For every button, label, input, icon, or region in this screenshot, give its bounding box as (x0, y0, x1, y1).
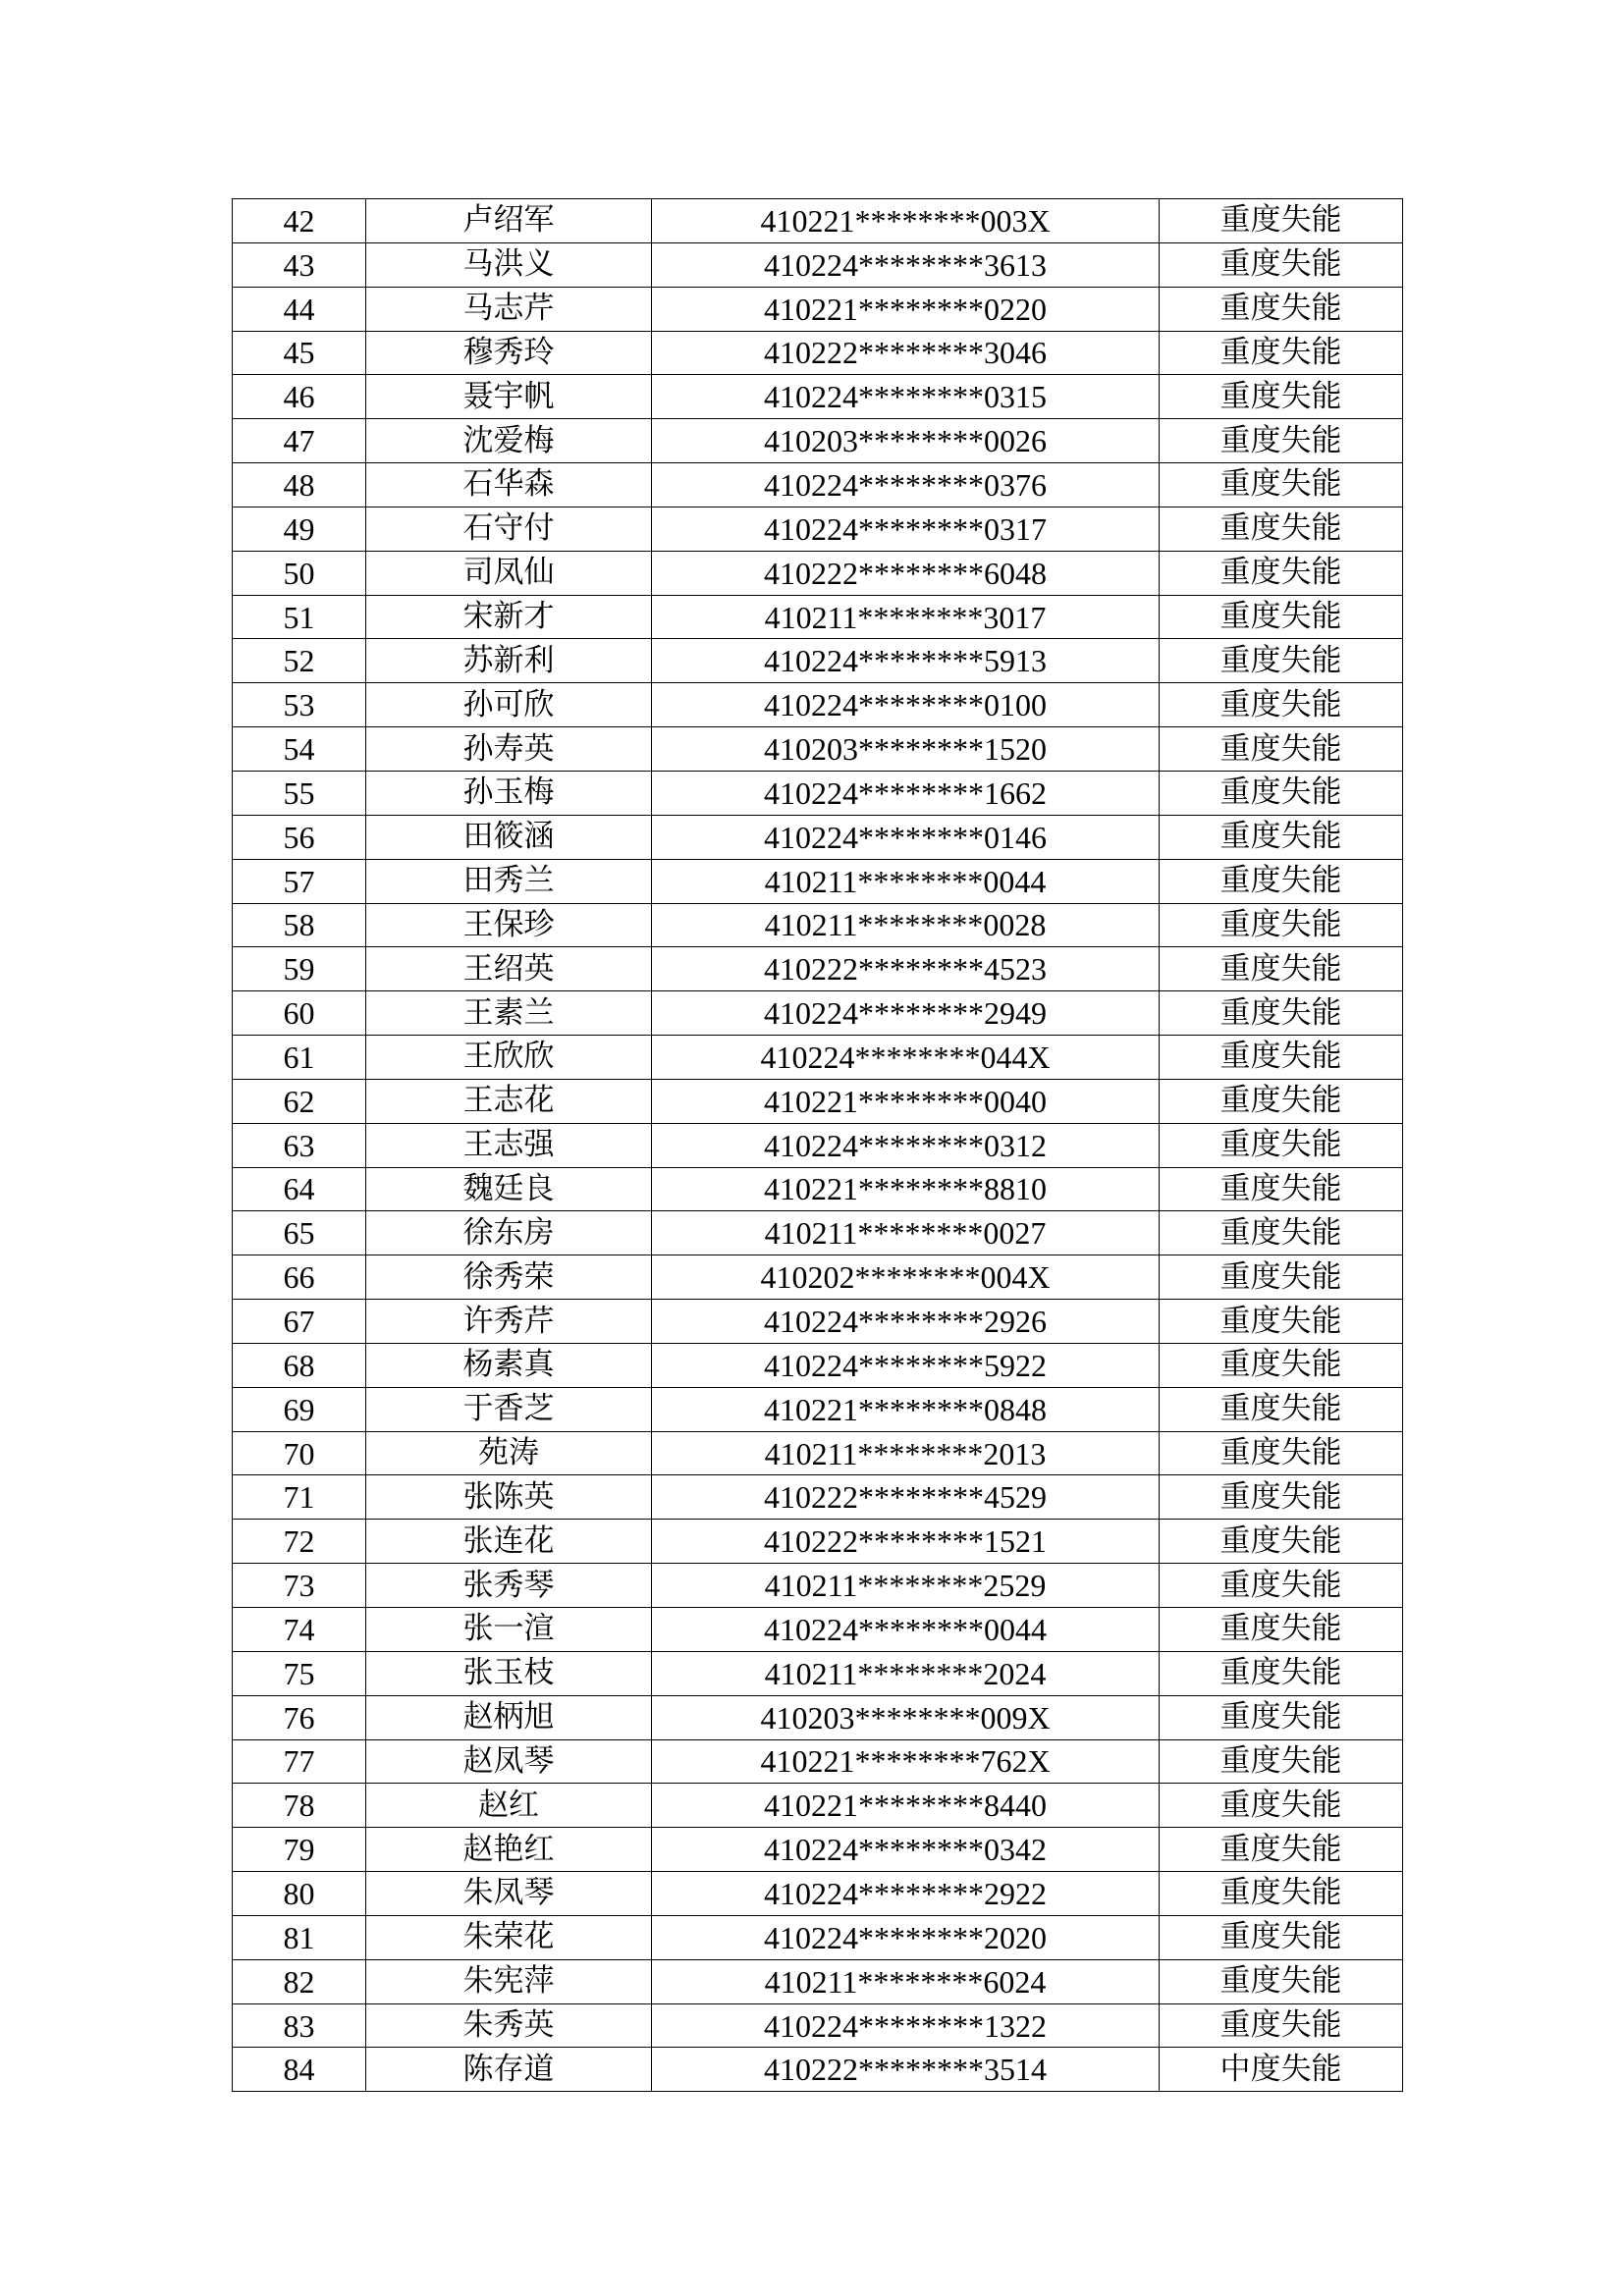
person-name-cell: 张一渲 (366, 1608, 652, 1652)
table-row (233, 683, 1403, 727)
row-number-cell: 65 (233, 1211, 366, 1255)
disability-level-cell: 重度失能 (1160, 1520, 1403, 1564)
person-name-cell: 赵凤琴 (366, 1739, 652, 1784)
disability-level-cell: 重度失能 (1160, 199, 1403, 243)
row-number-cell: 66 (233, 1255, 366, 1300)
disability-level-cell: 重度失能 (1160, 463, 1403, 507)
table-row (233, 331, 1403, 375)
id-number-cell: 410224********0342 (652, 1828, 1160, 1872)
row-number-cell: 60 (233, 991, 366, 1036)
disability-level-cell: 重度失能 (1160, 1739, 1403, 1784)
person-name-cell: 马洪义 (366, 242, 652, 287)
row-number-cell: 72 (233, 1520, 366, 1564)
person-name-cell: 穆秀玲 (366, 331, 652, 375)
table-row (233, 375, 1403, 419)
person-name-cell: 王志花 (366, 1079, 652, 1123)
row-number-cell: 83 (233, 2003, 366, 2048)
row-number-cell: 45 (233, 331, 366, 375)
row-number-cell: 56 (233, 815, 366, 859)
row-number-cell: 42 (233, 199, 366, 243)
disability-level-cell: 重度失能 (1160, 1036, 1403, 1080)
table-row (233, 1475, 1403, 1520)
row-number-cell: 63 (233, 1123, 366, 1167)
id-number-cell: 410221********8810 (652, 1167, 1160, 1211)
row-number-cell: 54 (233, 727, 366, 772)
person-name-cell: 王志强 (366, 1123, 652, 1167)
person-name-cell: 卢绍军 (366, 199, 652, 243)
id-number-cell: 410224********0312 (652, 1123, 1160, 1167)
row-number-cell: 75 (233, 1651, 366, 1695)
row-number-cell: 74 (233, 1608, 366, 1652)
table-row (233, 242, 1403, 287)
table-row (233, 991, 1403, 1036)
id-number-cell: 410222********3514 (652, 2048, 1160, 2092)
person-name-cell: 沈爱梅 (366, 419, 652, 463)
row-number-cell: 58 (233, 903, 366, 947)
person-name-cell: 张玉枝 (366, 1651, 652, 1695)
disability-level-cell: 重度失能 (1160, 1915, 1403, 1959)
id-number-cell: 410221********0040 (652, 1079, 1160, 1123)
table-row (233, 1343, 1403, 1387)
table-row (233, 771, 1403, 815)
table-row (233, 1387, 1403, 1431)
row-number-cell: 50 (233, 551, 366, 595)
row-number-cell: 70 (233, 1431, 366, 1475)
disability-level-cell: 重度失能 (1160, 1608, 1403, 1652)
id-number-cell: 410224********1662 (652, 771, 1160, 815)
id-number-cell: 410203********0026 (652, 419, 1160, 463)
disability-level-cell: 重度失能 (1160, 331, 1403, 375)
person-name-cell: 石守付 (366, 507, 652, 551)
person-name-cell: 田筱涵 (366, 815, 652, 859)
table-row (233, 2048, 1403, 2092)
table-row (233, 1608, 1403, 1652)
person-name-cell: 孙可欣 (366, 683, 652, 727)
table-row (233, 639, 1403, 683)
row-number-cell: 44 (233, 287, 366, 331)
table-row (233, 1915, 1403, 1959)
row-number-cell: 82 (233, 1959, 366, 2003)
person-name-cell: 王欣欣 (366, 1036, 652, 1080)
table-row (233, 903, 1403, 947)
disability-level-cell: 重度失能 (1160, 242, 1403, 287)
disability-level-cell: 重度失能 (1160, 1651, 1403, 1695)
id-number-cell: 410224********1322 (652, 2003, 1160, 2048)
disability-level-cell: 重度失能 (1160, 419, 1403, 463)
row-number-cell: 61 (233, 1036, 366, 1080)
id-number-cell: 410221********8440 (652, 1784, 1160, 1828)
id-number-cell: 410224********044X (652, 1036, 1160, 1080)
row-number-cell: 84 (233, 2048, 366, 2092)
disability-level-cell: 重度失能 (1160, 1872, 1403, 1916)
disability-level-cell: 重度失能 (1160, 287, 1403, 331)
id-number-cell: 410222********6048 (652, 551, 1160, 595)
row-number-cell: 48 (233, 463, 366, 507)
id-number-cell: 410224********0146 (652, 815, 1160, 859)
disability-level-cell: 重度失能 (1160, 903, 1403, 947)
id-number-cell: 410224********0044 (652, 1608, 1160, 1652)
disability-level-cell: 重度失能 (1160, 1387, 1403, 1431)
row-number-cell: 79 (233, 1828, 366, 1872)
table-row (233, 595, 1403, 639)
table-row (233, 1872, 1403, 1916)
person-name-cell: 朱荣花 (366, 1915, 652, 1959)
table-row (233, 1564, 1403, 1608)
disability-level-cell: 重度失能 (1160, 1255, 1403, 1300)
person-name-cell: 苑涛 (366, 1431, 652, 1475)
disability-level-cell: 重度失能 (1160, 1167, 1403, 1211)
person-name-cell: 田秀兰 (366, 859, 652, 903)
table-row (233, 419, 1403, 463)
disability-level-cell: 重度失能 (1160, 1695, 1403, 1739)
person-name-cell: 苏新利 (366, 639, 652, 683)
table-row (233, 1255, 1403, 1300)
person-name-cell: 石华森 (366, 463, 652, 507)
id-number-cell: 410222********1521 (652, 1520, 1160, 1564)
id-number-cell: 410224********5913 (652, 639, 1160, 683)
person-name-cell: 孙寿英 (366, 727, 652, 772)
id-number-cell: 410211********2529 (652, 1564, 1160, 1608)
table-body (233, 199, 1403, 2092)
disability-level-cell: 重度失能 (1160, 639, 1403, 683)
row-number-cell: 76 (233, 1695, 366, 1739)
person-name-cell: 魏廷良 (366, 1167, 652, 1211)
person-name-cell: 赵柄旭 (366, 1695, 652, 1739)
id-number-cell: 410222********4523 (652, 947, 1160, 991)
disability-level-cell: 重度失能 (1160, 1475, 1403, 1520)
table-row (233, 551, 1403, 595)
disability-level-cell: 重度失能 (1160, 859, 1403, 903)
id-number-cell: 410224********2949 (652, 991, 1160, 1036)
id-number-cell: 410203********009X (652, 1695, 1160, 1739)
disability-level-cell: 重度失能 (1160, 2003, 1403, 2048)
row-number-cell: 47 (233, 419, 366, 463)
row-number-cell: 77 (233, 1739, 366, 1784)
id-number-cell: 410224********0315 (652, 375, 1160, 419)
id-number-cell: 410222********4529 (652, 1475, 1160, 1520)
row-number-cell: 78 (233, 1784, 366, 1828)
table-row (233, 727, 1403, 772)
disability-level-cell: 重度失能 (1160, 1300, 1403, 1344)
person-name-cell: 陈存道 (366, 2048, 652, 2092)
table-row (233, 1520, 1403, 1564)
person-name-cell: 于香芝 (366, 1387, 652, 1431)
id-number-cell: 410224********2020 (652, 1915, 1160, 1959)
person-name-cell: 孙玉梅 (366, 771, 652, 815)
id-number-cell: 410224********2922 (652, 1872, 1160, 1916)
person-name-cell: 马志芹 (366, 287, 652, 331)
table-row (233, 507, 1403, 551)
person-name-cell: 赵红 (366, 1784, 652, 1828)
id-number-cell: 410211********0028 (652, 903, 1160, 947)
id-number-cell: 410224********2926 (652, 1300, 1160, 1344)
row-number-cell: 59 (233, 947, 366, 991)
person-name-cell: 朱凤琴 (366, 1872, 652, 1916)
row-number-cell: 69 (233, 1387, 366, 1431)
id-number-cell: 410202********004X (652, 1255, 1160, 1300)
disability-level-cell: 重度失能 (1160, 1079, 1403, 1123)
person-name-cell: 朱宪萍 (366, 1959, 652, 2003)
row-number-cell: 71 (233, 1475, 366, 1520)
row-number-cell: 68 (233, 1343, 366, 1387)
table-row (233, 1036, 1403, 1080)
id-number-cell: 410221********003X (652, 199, 1160, 243)
table-row (233, 859, 1403, 903)
table-row (233, 1828, 1403, 1872)
person-name-cell: 张陈英 (366, 1475, 652, 1520)
disability-level-cell: 重度失能 (1160, 771, 1403, 815)
row-number-cell: 64 (233, 1167, 366, 1211)
table-row (233, 1211, 1403, 1255)
row-number-cell: 80 (233, 1872, 366, 1916)
row-number-cell: 73 (233, 1564, 366, 1608)
row-number-cell: 51 (233, 595, 366, 639)
row-number-cell: 46 (233, 375, 366, 419)
row-number-cell: 57 (233, 859, 366, 903)
table-row (233, 2003, 1403, 2048)
person-name-cell: 宋新才 (366, 595, 652, 639)
table-row (233, 815, 1403, 859)
disability-level-cell: 重度失能 (1160, 551, 1403, 595)
table-row (233, 287, 1403, 331)
row-number-cell: 53 (233, 683, 366, 727)
row-number-cell: 43 (233, 242, 366, 287)
disability-level-cell: 重度失能 (1160, 375, 1403, 419)
id-number-cell: 410203********1520 (652, 727, 1160, 772)
disability-level-cell: 重度失能 (1160, 1784, 1403, 1828)
person-name-cell: 司凤仙 (366, 551, 652, 595)
disability-level-cell: 重度失能 (1160, 507, 1403, 551)
table-row (233, 1300, 1403, 1344)
id-number-cell: 410222********3046 (652, 331, 1160, 375)
disability-level-cell: 重度失能 (1160, 1343, 1403, 1387)
person-name-cell: 聂宇帆 (366, 375, 652, 419)
table-row (233, 1123, 1403, 1167)
id-number-cell: 410224********0317 (652, 507, 1160, 551)
table-row (233, 199, 1403, 243)
table-row (233, 1651, 1403, 1695)
disability-level-cell: 重度失能 (1160, 815, 1403, 859)
table-row (233, 1784, 1403, 1828)
id-number-cell: 410224********5922 (652, 1343, 1160, 1387)
id-number-cell: 410211********0027 (652, 1211, 1160, 1255)
person-name-cell: 张秀琴 (366, 1564, 652, 1608)
person-name-cell: 许秀芹 (366, 1300, 652, 1344)
id-number-cell: 410211********2024 (652, 1651, 1160, 1695)
id-number-cell: 410221********0220 (652, 287, 1160, 331)
person-name-cell: 张连花 (366, 1520, 652, 1564)
disability-level-cell: 重度失能 (1160, 1828, 1403, 1872)
person-name-cell: 王保珍 (366, 903, 652, 947)
id-number-cell: 410211********6024 (652, 1959, 1160, 2003)
row-number-cell: 62 (233, 1079, 366, 1123)
person-name-cell: 徐秀荣 (366, 1255, 652, 1300)
disability-level-cell: 重度失能 (1160, 947, 1403, 991)
disability-level-cell: 重度失能 (1160, 1959, 1403, 2003)
row-number-cell: 67 (233, 1300, 366, 1344)
table-row (233, 463, 1403, 507)
person-name-cell: 赵艳红 (366, 1828, 652, 1872)
id-number-cell: 410211********2013 (652, 1431, 1160, 1475)
person-name-cell: 王素兰 (366, 991, 652, 1036)
disability-level-cell: 重度失能 (1160, 1123, 1403, 1167)
id-number-cell: 410221********762X (652, 1739, 1160, 1784)
disability-level-cell: 重度失能 (1160, 683, 1403, 727)
row-number-cell: 52 (233, 639, 366, 683)
id-number-cell: 410211********0044 (652, 859, 1160, 903)
id-number-cell: 410224********0376 (652, 463, 1160, 507)
id-number-cell: 410224********0100 (652, 683, 1160, 727)
person-name-cell: 朱秀英 (366, 2003, 652, 2048)
table-row (233, 947, 1403, 991)
disability-level-cell: 重度失能 (1160, 1211, 1403, 1255)
table-row (233, 1079, 1403, 1123)
table-row (233, 1959, 1403, 2003)
id-number-cell: 410224********3613 (652, 242, 1160, 287)
table-row (233, 1167, 1403, 1211)
person-name-cell: 徐东房 (366, 1211, 652, 1255)
disability-level-cell: 重度失能 (1160, 595, 1403, 639)
row-number-cell: 55 (233, 771, 366, 815)
disability-level-cell: 中度失能 (1160, 2048, 1403, 2092)
table-row (233, 1739, 1403, 1784)
disability-roster-table (232, 198, 1403, 2092)
row-number-cell: 81 (233, 1915, 366, 1959)
person-name-cell: 王绍英 (366, 947, 652, 991)
disability-level-cell: 重度失能 (1160, 1564, 1403, 1608)
table-row (233, 1695, 1403, 1739)
table-row (233, 1431, 1403, 1475)
disability-level-cell: 重度失能 (1160, 727, 1403, 772)
person-name-cell: 杨素真 (366, 1343, 652, 1387)
id-number-cell: 410211********3017 (652, 595, 1160, 639)
disability-level-cell: 重度失能 (1160, 991, 1403, 1036)
disability-level-cell: 重度失能 (1160, 1431, 1403, 1475)
id-number-cell: 410221********0848 (652, 1387, 1160, 1431)
row-number-cell: 49 (233, 507, 366, 551)
